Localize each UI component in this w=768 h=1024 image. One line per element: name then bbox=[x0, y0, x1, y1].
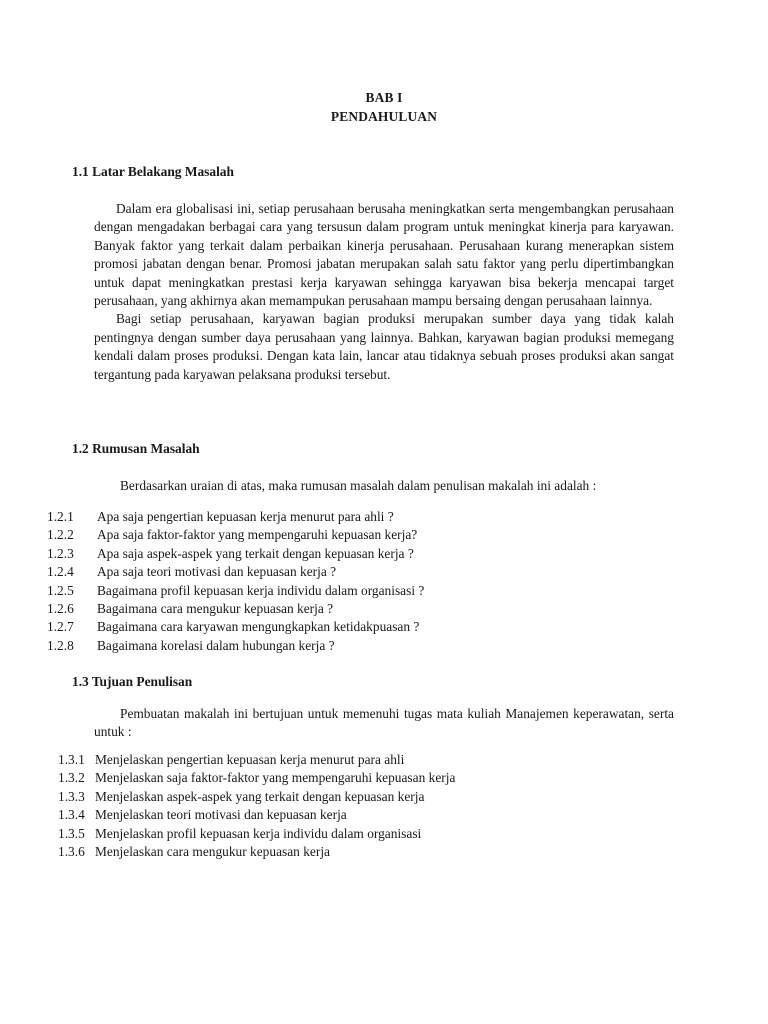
section-heading-rumusan-masalah: 1.2 Rumusan Masalah bbox=[72, 441, 200, 456]
list-number: 1.2.6 bbox=[47, 601, 74, 617]
list-text: Apa saja aspek-aspek yang terkait dengan kepuasan kerja ? bbox=[97, 545, 414, 561]
list-text: Menjelaskan teori motivasi dan kepuasan kerja bbox=[95, 807, 347, 823]
list-item bbox=[47, 508, 424, 526]
list-number: 1.3.3 bbox=[58, 788, 85, 804]
list-text: Apa saja faktor-faktor yang mempengaruhi kepuasan kerja? bbox=[97, 527, 418, 543]
list-item bbox=[58, 806, 455, 824]
list-number: 1.3.5 bbox=[58, 825, 85, 841]
problem-list bbox=[47, 508, 424, 655]
section-intro-tujuan-penulisan: Pembuatan makalah ini bertujuan untuk memenuhi tugas mata kuliah Manajemen keperawatan, serta untuk : bbox=[94, 706, 674, 740]
paragraph: Dalam era globalisasi ini, setiap perusahaan berusaha meningkatkan serta mengembangkan perusahaan dengan mengadakan berbagai cara yang tersusun dalam program untuk meningkat kinerja para karyawan. Banyak faktor yang terkait dalam perbaikan kinerja perusahaan. Perusahaan kurang menerapkan sistem promosi jabatan dengan benar. Promosi jabatan merupakan salah satu faktor yang perlu dipertimbangkan untuk dapat meningkatkan prestasi kerja karyawan sehingga karyawan bisa bekerja mencapai target perusahaan, yang akhirnya akan memampukan perusahaan mampu bersaing dengan perusahaan lainnya. bbox=[94, 201, 674, 309]
objective-list bbox=[58, 751, 455, 861]
list-item bbox=[47, 582, 424, 600]
list-item bbox=[47, 526, 424, 544]
list-number: 1.3.4 bbox=[58, 807, 85, 823]
list-text: Apa saja pengertian kepuasan kerja menurut para ahli ? bbox=[97, 509, 394, 524]
chapter-number: BAB I bbox=[365, 90, 403, 105]
paragraph: Bagi setiap perusahaan, karyawan bagian produksi merupakan sumber daya yang tidak kalah pentingnya dengan sumber daya perusahaan yang lainnya. Bahkan, karyawan bagian produksi memegang kendali dalam proses produksi. Dengan kata lain, lancar atau tidaknya sebuah proses produksi akan sangat tergantung pada karyawan pelaksana produksi tersebut. bbox=[94, 311, 674, 382]
section-intro-rumusan-masalah: Berdasarkan uraian di atas, maka rumusan masalah dalam penulisan makalah ini adalah : bbox=[120, 478, 597, 493]
section-body-latar-belakang bbox=[94, 200, 674, 384]
list-number: 1.2.3 bbox=[47, 545, 74, 561]
list-text: Bagaimana profil kepuasan kerja individu dalam organisasi ? bbox=[97, 582, 425, 598]
list-text: Menjelaskan profil kepuasan kerja individu dalam organisasi bbox=[95, 825, 422, 841]
list-item bbox=[58, 843, 455, 861]
list-text: Menjelaskan cara mengukur kepuasan kerja bbox=[95, 844, 330, 860]
list-item bbox=[58, 788, 455, 806]
list-item bbox=[58, 769, 455, 787]
list-number: 1.3.1 bbox=[58, 752, 85, 767]
list-number: 1.3.2 bbox=[58, 770, 85, 786]
list-item bbox=[47, 600, 424, 618]
list-number: 1.2.4 bbox=[47, 564, 74, 580]
list-item bbox=[47, 563, 424, 581]
chapter-title: PENDAHULUAN bbox=[330, 109, 438, 124]
list-item bbox=[47, 637, 424, 655]
list-number: 1.2.7 bbox=[47, 619, 74, 635]
list-item bbox=[47, 545, 424, 563]
list-number: 1.3.6 bbox=[58, 844, 85, 860]
list-number: 1.2.2 bbox=[47, 527, 74, 543]
list-item bbox=[58, 825, 455, 843]
list-text: Bagaimana korelasi dalam hubungan kerja ? bbox=[97, 637, 335, 653]
list-number: 1.2.8 bbox=[47, 637, 74, 653]
list-text: Bagaimana cara karyawan mengungkapkan ketidakpuasan ? bbox=[97, 619, 420, 635]
list-item bbox=[47, 618, 424, 636]
list-text: Menjelaskan pengertian kepuasan kerja menurut para ahli bbox=[95, 752, 405, 767]
list-number: 1.2.5 bbox=[47, 582, 74, 598]
section-heading-tujuan-penulisan: 1.3 Tujuan Penulisan bbox=[72, 674, 193, 689]
list-item bbox=[58, 751, 455, 769]
section-heading-latar-belakang: 1.1 Latar Belakang Masalah bbox=[72, 164, 234, 179]
list-text: Menjelaskan saja faktor-faktor yang mempengaruhi kepuasan kerja bbox=[95, 770, 456, 786]
list-text: Menjelaskan aspek-aspek yang terkait dengan kepuasan kerja bbox=[95, 788, 425, 804]
list-text: Bagaimana cara mengukur kepuasan kerja ? bbox=[97, 601, 334, 617]
list-number: 1.2.1 bbox=[47, 509, 74, 524]
list-text: Apa saja teori motivasi dan kepuasan kerja ? bbox=[97, 564, 337, 580]
